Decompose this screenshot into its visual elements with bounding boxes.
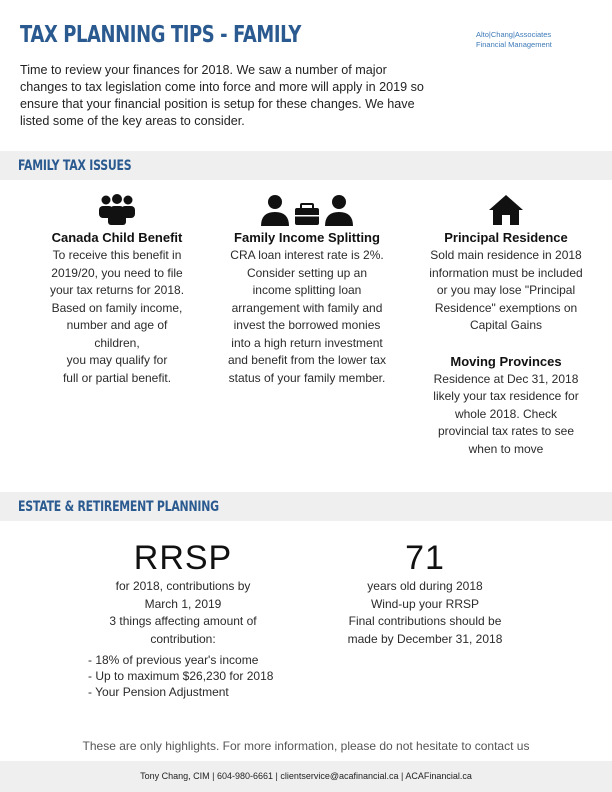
principal-residence-line: information must be included <box>429 265 583 280</box>
estate-section-band <box>0 492 612 521</box>
house-icon <box>488 194 524 226</box>
income-splitting-line: CRA loan interest rate is 2%. <box>230 248 384 262</box>
principal-residence-line: Capital Gains <box>469 318 543 332</box>
moving-provinces-line: Residence at Dec 31, 2018 <box>433 371 579 386</box>
moving-provinces-line: whole 2018. Check <box>454 406 558 421</box>
age-line: Final contributions should be <box>348 614 502 628</box>
income-splitting-line: invest the borrowed monies <box>233 318 381 332</box>
age-line: Wind-up your RRSP <box>370 596 480 611</box>
list-item: - Your Pension Adjustment <box>88 685 229 699</box>
age-column <box>330 538 520 648</box>
child-benefit-line: number and age of <box>66 318 168 332</box>
rrsp-line: March 1, 2019 <box>144 596 222 611</box>
child-benefit-line: children, <box>94 335 140 350</box>
child-benefit-title: Canada Child Benefit <box>51 230 183 245</box>
income-splitting-title: Family Income Splitting <box>234 230 380 245</box>
rrsp-column <box>88 538 278 648</box>
contact-footer: Tony Chang, CIM | 604-980-6661 | clientservice@acafinancial.ca | ACAFinancial.ca <box>0 761 612 792</box>
family-section-band <box>0 151 612 180</box>
age-headline: 71 <box>405 539 445 577</box>
estate-section-heading: ESTATE & RETIREMENT PLANNING <box>18 499 219 515</box>
rrsp-headline: RRSP <box>133 539 233 577</box>
rrsp-line: 3 things affecting amount of <box>109 614 257 628</box>
child-benefit-line: To receive this benefit in <box>52 248 182 262</box>
child-benefit-line: 2019/20, you need to file <box>51 265 183 280</box>
child-benefit-line: you may qualify for <box>66 353 168 367</box>
intro-paragraph: Time to review your finances for 2018. We saw a number of major changes to tax legislation come into force and more will apply in 2019 so ensure that your financial position is setup for these changes. We have listed some of the key areas to consider. <box>20 63 424 128</box>
principal-residence-line: or you may lose "Principal <box>436 283 576 297</box>
closing-note: These are only highlights. For more information, please do not hesitate to contact us <box>82 739 530 753</box>
rrsp-factor-list <box>88 652 273 700</box>
brand-tagline: Financial Management <box>476 40 552 49</box>
principal-residence-title: Principal Residence <box>444 230 568 245</box>
moving-provinces-line: when to move <box>468 441 544 456</box>
rrsp-line: contribution: <box>150 631 216 646</box>
principal-residence-line: Residence" exemptions on <box>434 300 578 315</box>
child-benefit-line: Based on family income, <box>51 300 183 315</box>
moving-provinces-title: Moving Provinces <box>450 353 562 369</box>
moving-provinces-line: likely your tax residence for <box>433 389 579 403</box>
family-section-heading: FAMILY TAX ISSUES <box>18 158 132 174</box>
income-splitting-column <box>218 194 396 387</box>
income-splitting-line: into a high return investment <box>231 335 383 350</box>
income-splitting-line: arrangement with family and <box>231 300 383 315</box>
rrsp-line: for 2018, contributions by <box>115 579 251 593</box>
child-benefit-column <box>38 194 196 387</box>
family-group-icon <box>98 194 136 226</box>
age-line: years old during 2018 <box>367 579 483 593</box>
income-splitting-line: and benefit from the lower tax <box>227 353 387 367</box>
list-item: - Up to maximum $26,230 for 2018 <box>88 669 274 683</box>
age-line: made by December 31, 2018 <box>347 631 503 646</box>
residence-column <box>420 194 592 458</box>
child-benefit-line: your tax returns for 2018. <box>49 283 185 297</box>
principal-residence-line: Sold main residence in 2018 <box>430 248 582 262</box>
page-title: TAX PLANNING TIPS - FAMILY <box>20 22 301 48</box>
moving-provinces-line: provincial tax rates to see <box>437 424 575 438</box>
people-briefcase-icon <box>261 194 353 226</box>
income-splitting-line: status of your family member. <box>228 370 386 385</box>
income-splitting-line: income splitting loan <box>252 283 362 297</box>
child-benefit-line: full or partial benefit. <box>62 370 172 385</box>
list-item: - 18% of previous year's income <box>88 653 259 667</box>
brand-block <box>476 30 552 50</box>
income-splitting-line: Consider setting up an <box>246 265 368 280</box>
brand-name: Alto|Chang|Associates <box>476 30 552 39</box>
